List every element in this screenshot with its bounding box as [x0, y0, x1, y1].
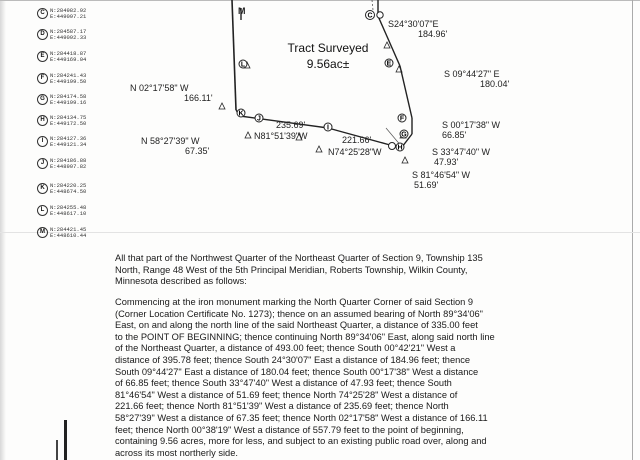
bearing-s33-dist: 47.93' — [434, 157, 459, 168]
s09-boundary-line — [400, 66, 412, 118]
coordinate-easting: E:449121.34 — [50, 141, 87, 148]
bearing-n81-dist: 235.69' — [276, 120, 306, 130]
legal-intro-line: All that part of the Northwest Quarter of the Northeast Quarter of Section 9, Township 135 — [115, 253, 483, 263]
legal-intro — [115, 253, 610, 288]
legal-body-line: 221.66 feet; thence North 81°51'39" West a distance of 235.69 feet; thence North — [115, 401, 449, 412]
coordinate-easting: E:449092.33 — [50, 34, 87, 41]
bearing-s81-dist: 51.69' — [414, 180, 439, 191]
bearing-n58-label — [141, 136, 209, 157]
legal-intro-line: Minnesota described as follows: — [115, 276, 247, 287]
coordinate-marker: I — [37, 136, 48, 147]
bearing-nw-leg: N 02°17'58" W — [130, 83, 189, 93]
coordinate-easting: E:449199.16 — [50, 99, 87, 106]
legal-body-line: containing 9.56 acres, more for less, and subject to an existing public road over, along and — [115, 436, 487, 447]
bearing-s00: S 00°17'38" W — [442, 120, 501, 130]
coordinate-easting: E:448907.82 — [50, 163, 87, 170]
tract-title: Tract Surveyed — [287, 41, 369, 55]
scan-edge-mark — [64, 420, 67, 460]
bearing-s81-label — [412, 170, 470, 191]
coordinate-northing: N:284255.48 — [50, 204, 87, 211]
coordinate-marker: L — [37, 205, 48, 216]
coordinate-marker: H — [37, 115, 48, 126]
coordinate-marker: E — [37, 51, 48, 62]
coordinate-northing: N:284134.75 — [50, 114, 87, 121]
coordinate-marker: F — [37, 73, 48, 84]
coordinate-easting: E:448610.44 — [50, 232, 87, 239]
bearing-n74: N74°25'28"W — [328, 147, 382, 157]
point-j-label: J — [257, 115, 261, 123]
legal-body-line: 81°46'54" West a distance of 51.69 feet; thence North 74°25'28" West a distance of — [115, 389, 458, 400]
coordinate-marker: J — [37, 158, 48, 169]
coordinate-northing: N:284220.25 — [50, 182, 87, 189]
legal-body-line: 58°27'39" West a distance of 67.35 feet; thence North 02°17'58" West a distance of 166.11 — [115, 412, 488, 423]
bearing-s09: S 09°44'27" E — [444, 69, 500, 79]
point-i-label: I — [327, 124, 329, 132]
legal-intro-line: North, Range 48 West of the 5th Principal Meridian, Roberts Township, Wilkin County, — [115, 264, 468, 275]
coordinate-easting: E:449097.21 — [50, 13, 87, 20]
bearing-n74-dist: 221.66' — [342, 135, 372, 145]
coordinate-northing: N:284241.43 — [50, 72, 87, 79]
monument-triangle — [316, 146, 322, 152]
point-e-label: E — [386, 60, 392, 68]
bearing-n58: N 58°27'39" W — [141, 136, 200, 146]
legal-body-line: South 09°44'27" East a distance of 180.04 feet; thence South 00°17'38" West a distance — [115, 366, 479, 377]
legal-body-line: East, on and along the north line of the said Northeast Quarter, a distance of 335.00 feet — [115, 320, 478, 331]
coordinate-northing: N:284587.17 — [50, 28, 87, 35]
legal-body-line: of 66.85 feet; thence South 33°47'40" West a distance of 47.93 feet; thence South — [115, 378, 452, 389]
bearing-s33: S 33°47'40" W — [432, 147, 491, 157]
coordinate-marker: G — [37, 94, 48, 105]
monument-triangle — [245, 132, 251, 138]
coordinate-easting: E:449169.04 — [50, 56, 87, 63]
legal-body — [115, 297, 610, 459]
coordinate-marker: M — [37, 227, 48, 238]
legal-body-line: distance of 395.78 feet; thence South 24°30'07" East a distance of 184.96 feet; thence — [115, 354, 471, 365]
legal-body-line: across its most northerly side. — [115, 447, 238, 458]
point-h-label: H — [397, 144, 403, 152]
coordinate-easting: E:448617.10 — [50, 210, 87, 217]
coordinate-northing: N:284982.92 — [50, 7, 87, 14]
bearing-nw-leg-label — [130, 83, 213, 104]
point-extra-marker — [389, 143, 396, 150]
monument-triangle — [402, 157, 408, 163]
bearing-s24-dist: 184.96' — [418, 29, 448, 40]
bearing-s09-dist: 180.04' — [480, 79, 510, 90]
bearing-s24-label — [388, 19, 447, 40]
coordinate-northing: N:284421.45 — [50, 226, 87, 233]
bearing-s00-label — [442, 120, 500, 141]
point-l-label: L — [240, 61, 246, 69]
point-f-label: F — [399, 115, 405, 123]
bearing-s00-dist: 66.85' — [442, 130, 467, 141]
bearing-nw-leg-dist: 166.11' — [184, 93, 213, 104]
point-k-label: K — [238, 110, 244, 118]
coordinate-northing: N:284127.36 — [50, 135, 87, 142]
point-g-label: G — [401, 131, 407, 139]
coordinate-northing: N:284174.58 — [50, 93, 87, 100]
coordinate-northing: N:284418.87 — [50, 50, 87, 57]
legal-body-line: to the POINT OF BEGINNING; thence continuing North 89°34'06" East, along said north line — [115, 331, 495, 342]
bearing-n58-dist: 67.35' — [185, 146, 210, 157]
bearing-n81: N81°51'39"W — [254, 131, 308, 141]
bearing-s33-label — [432, 147, 490, 168]
coordinate-easting: E:449172.50 — [50, 120, 87, 127]
coordinate-easting: E:449199.50 — [50, 78, 87, 85]
bearing-s09-label — [444, 69, 509, 90]
legal-body-line: feet; thence North 00°38'19" West a distance of 557.79 feet to the point of beginning, — [115, 424, 464, 435]
scan-edge-mark — [56, 440, 58, 460]
legal-body-line: (Corner Location Certificate No. 1273); thence on an assumed bearing of North 89°34'06" — [115, 308, 483, 319]
point-c-label: C — [367, 12, 373, 20]
tract-label — [268, 41, 388, 72]
coordinate-northing: N:284186.88 — [50, 157, 87, 164]
point-d-marker — [377, 12, 383, 18]
coordinate-marker: K — [37, 183, 48, 194]
bearing-s81: S 81°46'54" W — [412, 170, 471, 180]
header-marker-letter: M — [238, 6, 246, 16]
tract-area: 9.56ac± — [306, 56, 350, 71]
coordinate-marker: C — [37, 8, 48, 19]
coordinate-marker: D — [37, 29, 48, 40]
coordinate-easting: E:448674.50 — [50, 188, 87, 195]
legal-body-line: Commencing at the iron monument marking the North Quarter Corner of said Section 9 — [115, 297, 474, 307]
west-boundary-line — [232, 0, 236, 110]
bearing-s24: S24°30'07"E — [388, 19, 439, 29]
monument-triangle — [219, 103, 225, 109]
legal-body-line: of the Northeast Quarter, a distance of 493.00 feet; thence South 00°42'21" West a — [115, 343, 456, 354]
